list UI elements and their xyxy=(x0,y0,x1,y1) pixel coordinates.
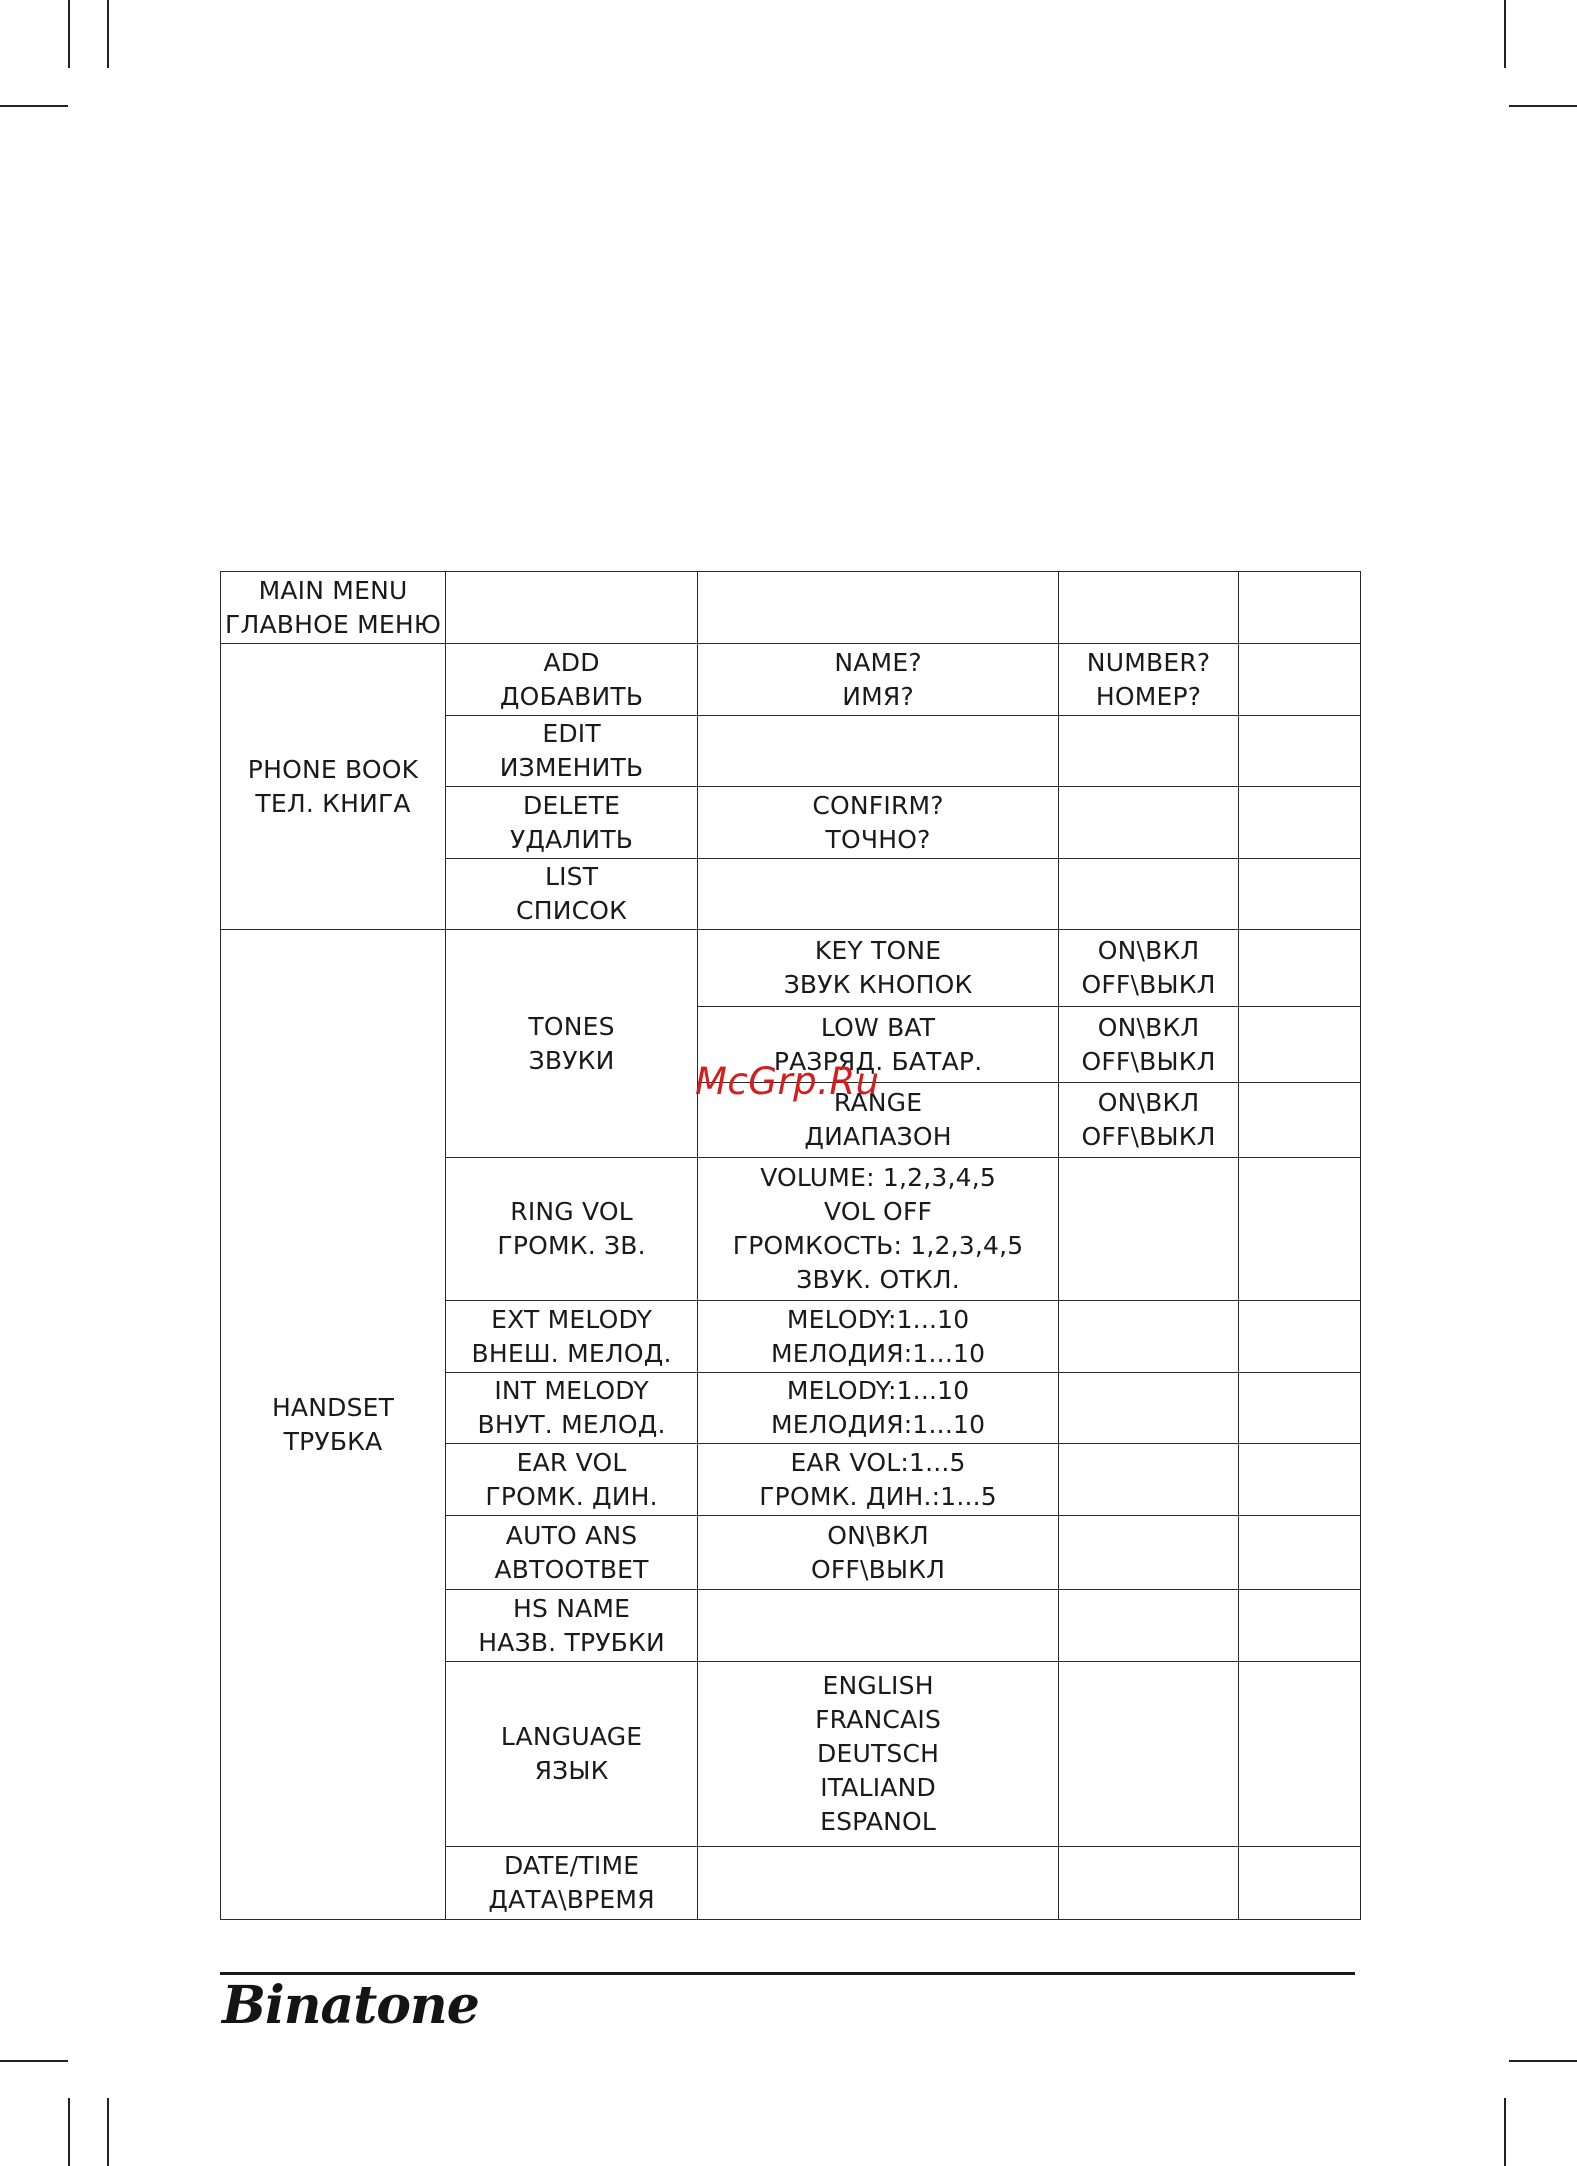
ring-vol-cell: RING VOL ГРОМК. ЗВ. xyxy=(446,1158,698,1301)
crop-mark xyxy=(0,2060,68,2062)
empty-cell xyxy=(1059,716,1239,787)
name-prompt-cell: NAME? ИМЯ? xyxy=(698,644,1059,716)
empty-cell xyxy=(698,1847,1059,1920)
crop-mark xyxy=(107,2098,109,2166)
empty-cell xyxy=(698,572,1059,644)
hs-name-cell: HS NAME НАЗВ. ТРУБКИ xyxy=(446,1590,698,1662)
melody-options-cell: MELODY:1...10 МЕЛОДИЯ:1...10 xyxy=(698,1301,1059,1373)
crop-mark xyxy=(1509,105,1577,107)
crop-mark xyxy=(68,0,70,68)
crop-mark xyxy=(1504,0,1506,68)
auto-ans-cell: AUTO ANS АВТООТВЕТ xyxy=(446,1516,698,1590)
empty-cell xyxy=(1239,1516,1361,1590)
empty-cell xyxy=(1059,1590,1239,1662)
int-melody-cell: INT MELODY ВНУТ. МЕЛОД. xyxy=(446,1373,698,1444)
empty-cell xyxy=(698,716,1059,787)
handset-cell: HANDSET ТРУБКА xyxy=(221,930,446,1920)
empty-cell xyxy=(1239,1007,1361,1083)
empty-cell xyxy=(1239,859,1361,930)
crop-mark xyxy=(1504,2098,1506,2166)
menu-structure-table xyxy=(220,571,1361,1920)
empty-cell xyxy=(1239,1847,1361,1920)
ear-vol-cell: EAR VOL ГРОМК. ДИН. xyxy=(446,1444,698,1516)
confirm-prompt-cell: CONFIRM? ТОЧНО? xyxy=(698,787,1059,859)
range-cell: RANGE ДИАПАЗОН xyxy=(698,1083,1059,1158)
language-cell: LANGUAGE ЯЗЫК xyxy=(446,1662,698,1847)
empty-cell xyxy=(1239,930,1361,1007)
add-cell: ADD ДОБАВИТЬ xyxy=(446,644,698,716)
melody-options-cell: MELODY:1...10 МЕЛОДИЯ:1...10 xyxy=(698,1373,1059,1444)
empty-cell xyxy=(1239,1158,1361,1301)
empty-cell xyxy=(1239,787,1361,859)
crop-mark xyxy=(1509,2060,1577,2062)
ear-vol-options-cell: EAR VOL:1...5 ГРОМК. ДИН.:1...5 xyxy=(698,1444,1059,1516)
crop-mark xyxy=(107,0,109,68)
empty-cell xyxy=(1059,787,1239,859)
empty-cell xyxy=(1059,1444,1239,1516)
empty-cell xyxy=(1239,644,1361,716)
empty-cell xyxy=(1239,1590,1361,1662)
phone-book-cell: PHONE BOOK ТЕЛ. КНИГА xyxy=(221,644,446,930)
key-tone-cell: KEY TONE ЗВУК КНОПОК xyxy=(698,930,1059,1007)
empty-cell xyxy=(446,572,698,644)
empty-cell xyxy=(1059,572,1239,644)
empty-cell xyxy=(1239,1373,1361,1444)
ring-vol-options-cell: VOLUME: 1,2,3,4,5 VOL OFF ГРОМКОСТЬ: 1,2,3,4,5 ЗВУК. ОТКЛ. xyxy=(698,1158,1059,1301)
empty-cell xyxy=(1059,1158,1239,1301)
date-time-cell: DATE/TIME ДАТА\ВРЕМЯ xyxy=(446,1847,698,1920)
empty-cell xyxy=(1059,1301,1239,1373)
empty-cell xyxy=(1059,1847,1239,1920)
empty-cell xyxy=(1059,859,1239,930)
empty-cell xyxy=(1239,1662,1361,1847)
empty-cell xyxy=(1239,1444,1361,1516)
empty-cell xyxy=(1239,1301,1361,1373)
empty-cell xyxy=(1059,1373,1239,1444)
empty-cell xyxy=(1239,1083,1361,1158)
main-menu-cell: MAIN MENU ГЛАВНОЕ МЕНЮ xyxy=(221,572,446,644)
empty-cell xyxy=(1239,572,1361,644)
delete-cell: DELETE УДАЛИТЬ xyxy=(446,787,698,859)
crop-mark xyxy=(0,105,68,107)
on-off-cell: ON\ВКЛ OFF\ВЫКЛ xyxy=(698,1516,1059,1590)
brand-logo: Binatone xyxy=(222,1975,479,2036)
empty-cell xyxy=(698,1590,1059,1662)
table-row xyxy=(221,930,1361,1007)
language-options-cell: ENGLISH FRANCAIS DEUTSCH ITALIAND ESPANOL xyxy=(698,1662,1059,1847)
empty-cell xyxy=(698,859,1059,930)
on-off-cell: ON\ВКЛ OFF\ВЫКЛ xyxy=(1059,1083,1239,1158)
empty-cell xyxy=(1239,716,1361,787)
tones-cell: TONES ЗВУКИ xyxy=(446,930,698,1158)
edit-cell: EDIT ИЗМЕНИТЬ xyxy=(446,716,698,787)
empty-cell xyxy=(1059,1662,1239,1847)
watermark: McGrp.Ru xyxy=(695,1060,880,1103)
crop-mark xyxy=(68,2098,70,2166)
table-row xyxy=(221,644,1361,716)
on-off-cell: ON\ВКЛ OFF\ВЫКЛ xyxy=(1059,1007,1239,1083)
ext-melody-cell: EXT MELODY ВНЕШ. МЕЛОД. xyxy=(446,1301,698,1373)
low-bat-cell: LOW BAT РАЗРЯД. БАТАР. xyxy=(698,1007,1059,1083)
on-off-cell: ON\ВКЛ OFF\ВЫКЛ xyxy=(1059,930,1239,1007)
number-prompt-cell: NUMBER? НОМЕР? xyxy=(1059,644,1239,716)
list-cell: LIST СПИСОК xyxy=(446,859,698,930)
table-row xyxy=(221,572,1361,644)
empty-cell xyxy=(1059,1516,1239,1590)
